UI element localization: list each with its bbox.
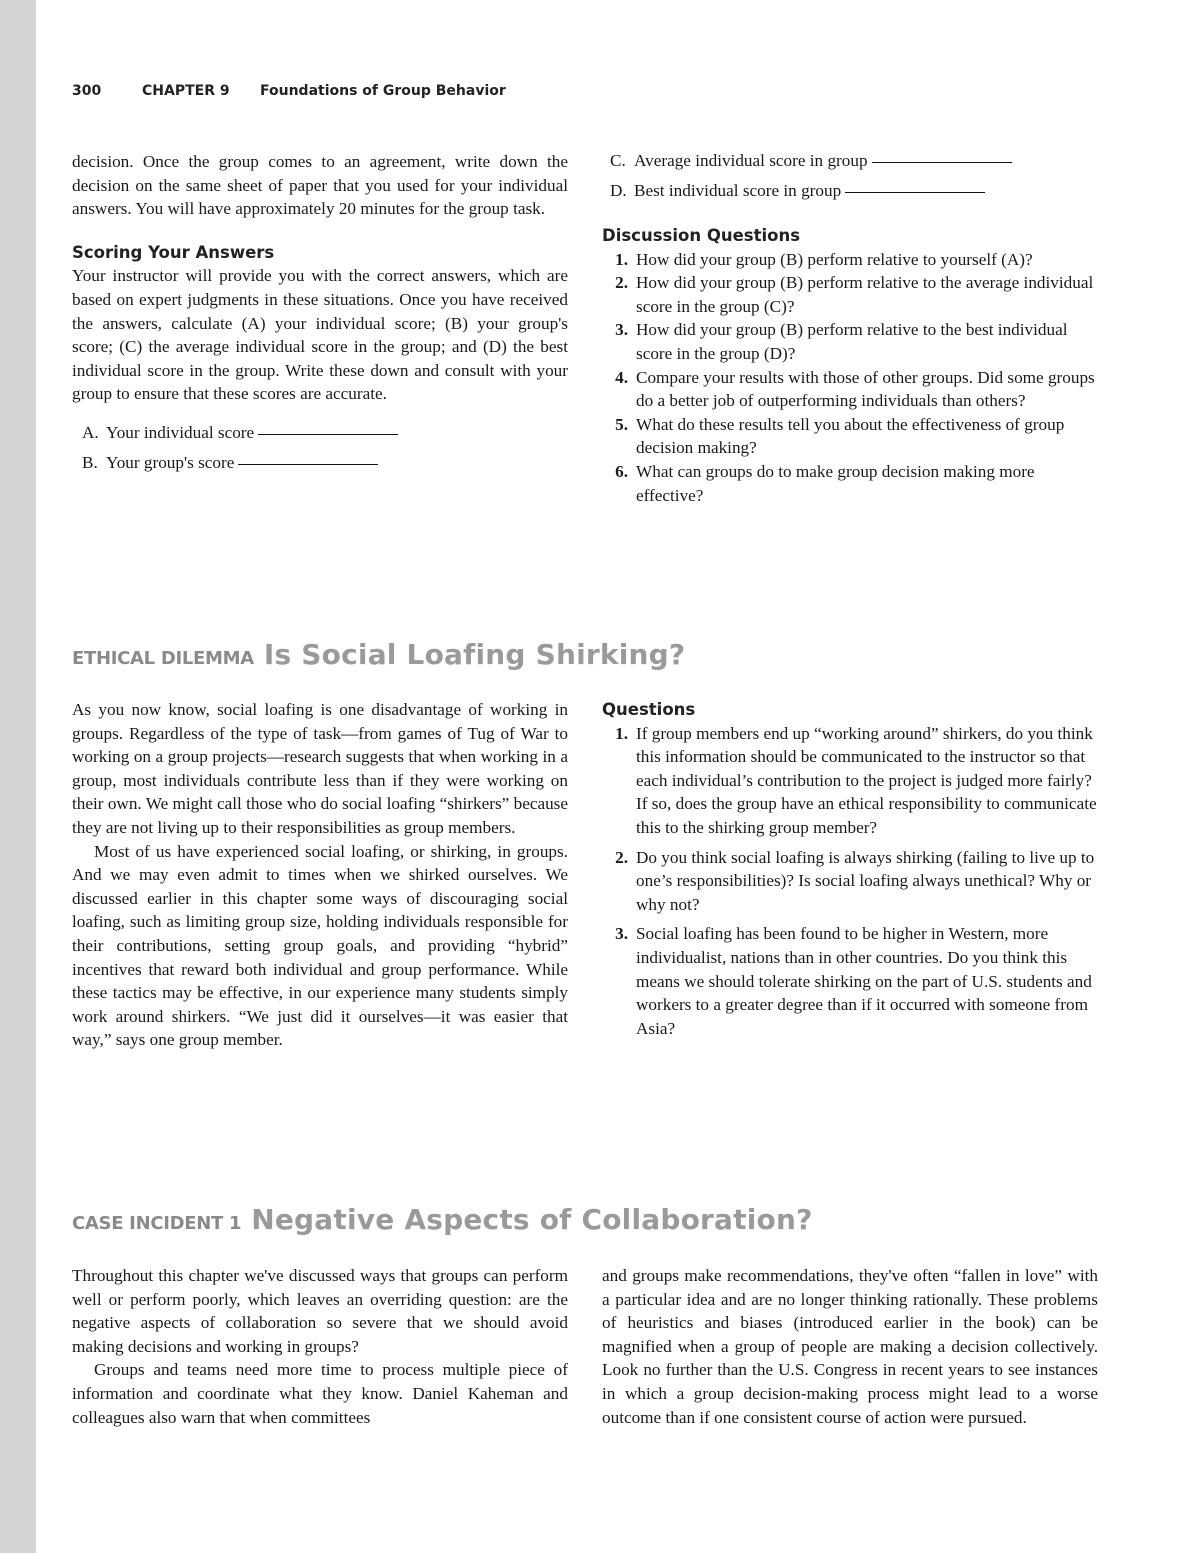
question-number: 4. (615, 367, 628, 387)
case-incident-right-column (602, 1264, 1098, 1429)
score-blank-line (872, 146, 1012, 163)
question-number: 6. (615, 461, 628, 481)
question-text: How did your group (B) perform relative to yourself (A)? (636, 249, 1033, 269)
discussion-question (602, 366, 1098, 413)
question-text: Compare your results with those of other groups. Did some groups do a better job of outperforming individuals than others? (636, 367, 1095, 411)
score-list-cd (602, 146, 1098, 206)
question-number: 5. (615, 414, 628, 434)
section-label: ETHICAL DILEMMA (72, 648, 254, 669)
score-item-c (610, 146, 1098, 176)
case-incident-left-column (72, 1264, 568, 1429)
page-number: 300 (72, 83, 102, 99)
score-letter: D. (610, 181, 627, 200)
body-paragraph: As you now know, social loafing is one disadvantage of working in groups. Regardless of the type of task—from games of Tug of War to working on a group projects—research suggests that when working in a group, most individuals contribute less than if they were working on their own. We might call those who do social loafing “shirkers” because they are not living up to their responsibilities as group members. (72, 700, 568, 837)
discussion-question (602, 318, 1098, 365)
question-number: 1. (615, 723, 628, 743)
running-header (72, 80, 1102, 102)
score-item-b (82, 448, 568, 478)
ethical-dilemma-questions (602, 698, 1098, 1040)
discussion-question (602, 248, 1098, 272)
question-text: Do you think social loafing is always shirking (failing to live up to one’s responsibilities)? Is social loafing always unethical? Why or why not? (636, 847, 1095, 914)
ethical-dilemma-body (72, 698, 568, 1052)
score-label: Average individual score in group (634, 151, 868, 170)
question-number: 3. (615, 924, 628, 944)
scoring-text: Your instructor will provide you with the correct answers, which are based on expert judgments in these situations. Once you have received the answers, calculate (A) your individual score; (B) your group's score; (C) the average individual score in the group; and (D) the best individual score in the group. Write these down and consult with your group to ensure that these scores are accurate. (72, 266, 568, 404)
score-label: Best individual score in group (634, 181, 842, 200)
ethics-question (602, 722, 1098, 840)
question-number: 2. (615, 273, 628, 293)
score-blank-line (845, 176, 985, 193)
question-text: How did your group (B) perform relative to the best individual score in the group (D)? (636, 320, 1068, 363)
questions-heading: Questions (602, 700, 696, 719)
scoring-heading: Scoring Your Answers (72, 242, 275, 262)
section-label: CASE INCIDENT 1 (72, 1213, 242, 1234)
body-paragraph: Throughout this chapter we've discussed ways that groups can perform well or perform poorly, which leaves an overriding question: are the negative aspects of collaboration so severe that we should avoid making decisions and working in groups? (72, 1266, 568, 1356)
score-list-ab (72, 418, 568, 478)
question-text: How did your group (B) perform relative to the average individual score in the group (C)? (636, 273, 1094, 316)
score-label: Your individual score (106, 422, 255, 442)
question-text: Social loafing has been found to be higher in Western, more individualist, nations than in other countries. Do you think this means we should tolerate shirking on the part of U.S. students and workers to a greater degree than if it occurred with someone from Asia? (636, 924, 1092, 1038)
score-letter: C. (610, 151, 626, 170)
exercise-intro-text: decision. Once the group comes to an agreement, write down the decision on the same sheet of paper that you used for your individual answers. You will have approximately 20 minutes for the group task. (72, 152, 568, 219)
chapter-label: CHAPTER 9 (142, 83, 230, 99)
ethics-question (602, 922, 1098, 1040)
score-letter: A. (82, 422, 99, 442)
question-text: What do these results tell you about the effectiveness of group decision making? (636, 414, 1065, 458)
discussion-question (602, 413, 1098, 460)
body-paragraph: Most of us have experienced social loafing, or shirking, in groups. And we may even admit to times when we shirked ourselves. We discussed earlier in this chapter some ways of discouraging social loafing, such as limiting group size, holding individuals responsible for their contributions, setting group goals, and providing “hybrid” incentives that reward both individual and group performance. While these tactics may be effective, in our experience many students simply work around shirkers. “We just did it ourselves—it was easier that way,” says one group member. (72, 841, 568, 1050)
exercise-left-column (72, 150, 568, 478)
question-number: 3. (615, 320, 628, 340)
score-letter: B. (82, 452, 98, 472)
case-incident-title (72, 1203, 813, 1236)
chapter-title: Foundations of Group Behavior (260, 83, 506, 99)
question-number: 1. (615, 249, 628, 269)
question-text: What can groups do to make group decision making more effective? (636, 461, 1035, 505)
ethics-question-list (602, 722, 1098, 1041)
section-heading: Is Social Loafing Shirking? (263, 638, 686, 671)
ethical-dilemma-title (72, 638, 685, 671)
score-blank-line (258, 418, 398, 435)
ethics-question (602, 846, 1098, 917)
page-binding-edge (0, 0, 36, 1553)
score-blank-line (238, 448, 378, 465)
question-text: If group members end up “working around” shirkers, do you think this information should be communicated to the instructor so that each individual’s contribution to the project is judged more fairly? If so, does the group have an ethical responsibility to communicate this to the shirking group member? (636, 723, 1097, 837)
score-item-a (82, 418, 568, 448)
discussion-question-list (602, 248, 1098, 508)
discussion-questions-heading: Discussion Questions (602, 226, 801, 245)
body-paragraph: Groups and teams need more time to process multiple piece of information and coordinate what they know. Daniel Kaheman and colleagues also warn that when committees (72, 1360, 568, 1427)
discussion-question (602, 460, 1098, 507)
section-heading: Negative Aspects of Collaboration? (251, 1203, 813, 1236)
score-item-d (610, 176, 1098, 206)
discussion-question (602, 271, 1098, 318)
question-number: 2. (615, 847, 628, 867)
score-label: Your group's score (106, 452, 235, 472)
exercise-right-column (602, 146, 1098, 507)
body-paragraph: and groups make recommendations, they've often “fallen in love” with a particular idea and are no longer thinking rationally. These problems of heuristics and biases (introduced earlier in the book) can be magnified when a group of people are making a decision collectively. Look no further than the U.S. Congress in recent years to see instances in which a group decision-making process might lead to a worse outcome than if one consistent course of action were pursued. (602, 1266, 1098, 1427)
